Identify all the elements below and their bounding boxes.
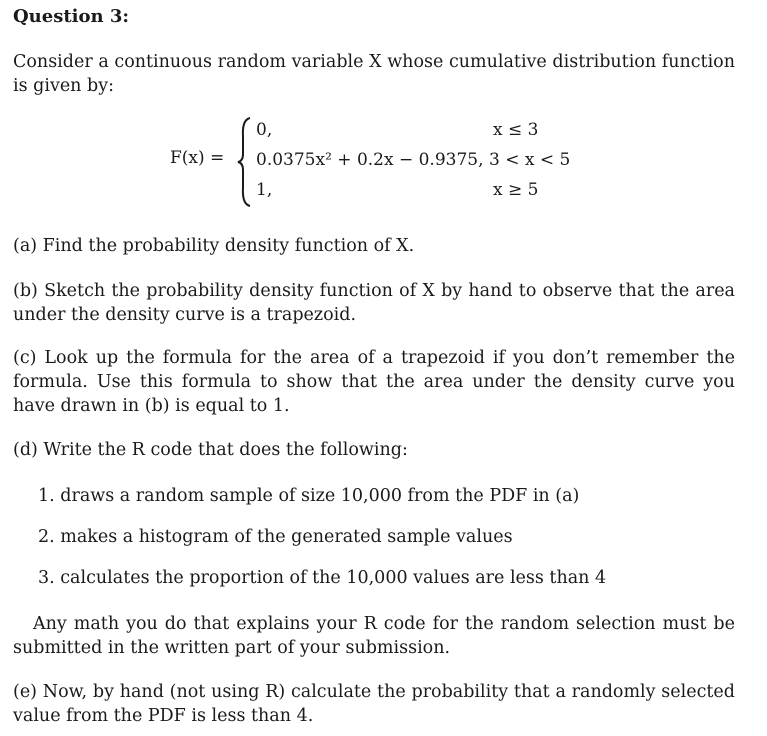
cdf-case-2-condition: 3 < x < 5	[489, 150, 571, 170]
cdf-case-1-condition: x ≤ 3	[493, 120, 539, 140]
list-item: 2. makes a histogram of the generated sample values	[38, 527, 513, 547]
part-b: (b) Sketch the probability density function of X by hand to observe that the area under the density curve is a trapezoid.	[13, 281, 735, 325]
cdf-case-2-value: 0.0375x² + 0.2x − 0.9375,	[256, 150, 484, 170]
list-item: 1. draws a random sample of size 10,000 from the PDF in (a)	[38, 486, 580, 506]
part-c: (c) Look up the formula for the area of a trapezoid if you don’t remember the formula. Use this formula to show that the area under the density curve you have drawn in (b) is equal to 1.	[13, 348, 735, 416]
cdf-lhs: F(x) =	[170, 148, 225, 168]
r-code-note: Any math you do that explains your R code for the random selection must be submitted in the written part of your submission.	[13, 614, 735, 658]
cdf-case-3-value: 1,	[256, 180, 273, 200]
part-d: (d) Write the R code that does the following:	[13, 440, 408, 460]
intro-text: Consider a continuous random variable X whose cumulative distribution function is given by:	[13, 52, 735, 96]
list-item: 3. calculates the proportion of the 10,000 values are less than 4	[38, 568, 607, 588]
question-title: Question 3:	[13, 6, 130, 27]
cdf-case-3-condition: x ≥ 5	[493, 180, 539, 200]
part-e: (e) Now, by hand (not using R) calculate the probability that a randomly selected value from the PDF is less than 4.	[13, 682, 735, 726]
part-a: (a) Find the probability density function of X.	[13, 236, 415, 256]
cdf-case-1-value: 0,	[256, 120, 273, 140]
left-brace-icon	[236, 116, 254, 208]
